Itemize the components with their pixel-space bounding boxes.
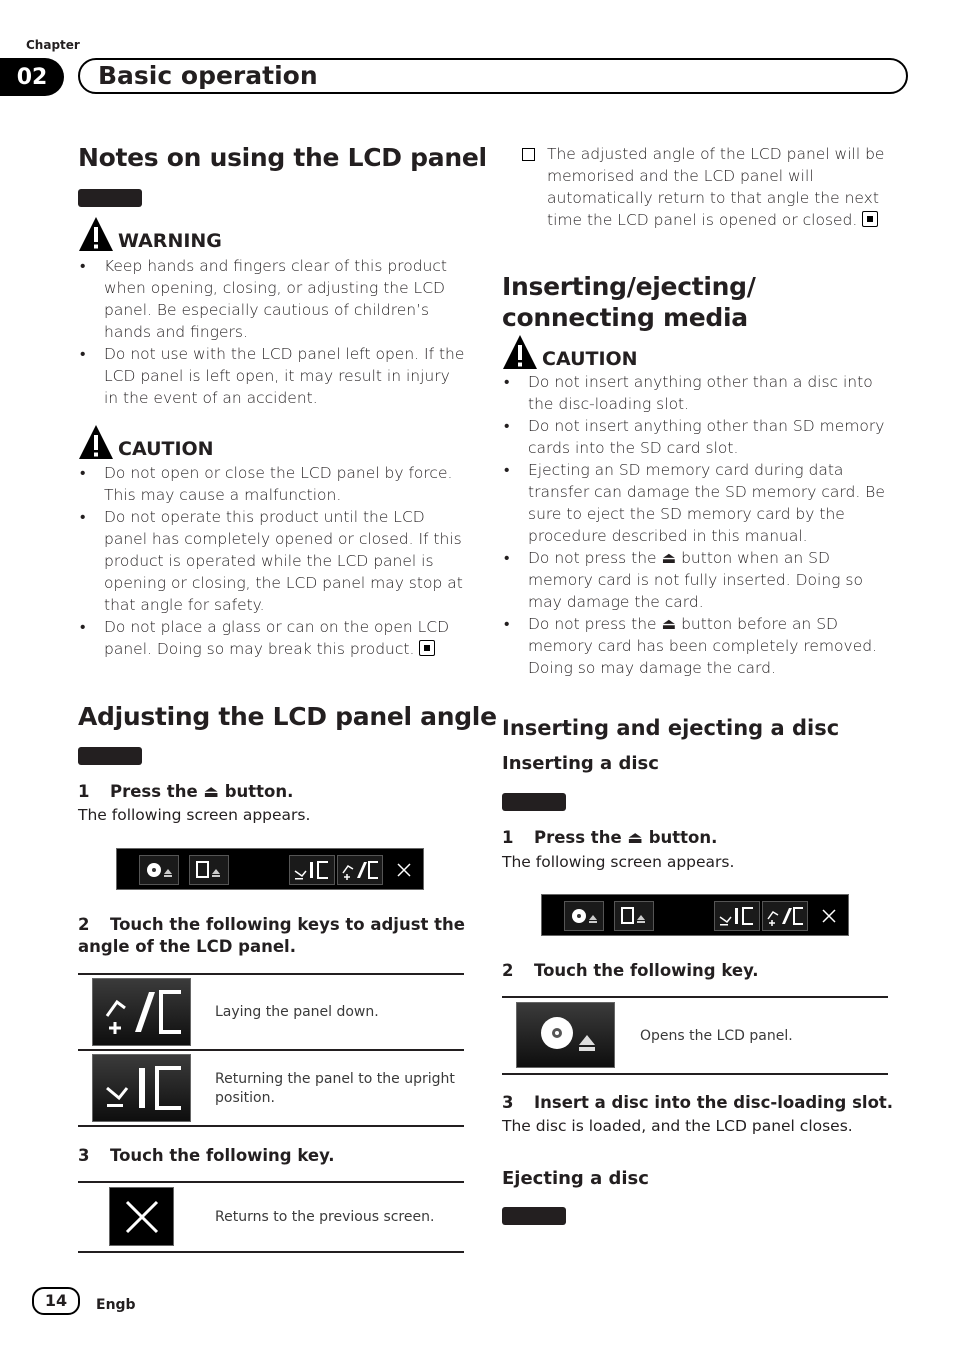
caution-list — [502, 371, 894, 679]
chapter-number: 02 — [0, 58, 64, 96]
tilt-down-key[interactable] — [762, 901, 808, 931]
chapter-title: Basic operation — [78, 58, 908, 94]
page-number: 14 — [32, 1287, 80, 1315]
warning-label: WARNING — [118, 230, 222, 252]
caution-list — [78, 462, 470, 660]
close-icon — [822, 909, 836, 923]
step-3-result: The disc is loaded, and the LCD panel closes. — [502, 1117, 853, 1135]
step-3: 3 Touch the following key. — [78, 1146, 335, 1165]
disc-eject-key[interactable] — [139, 855, 179, 885]
caution-label: CAUTION — [118, 438, 214, 460]
list-item: • Do not use with the LCD panel left open. If the LCD panel is left open, it may result in injury in the event of an accident. — [78, 343, 468, 409]
tilt-up-key[interactable] — [714, 901, 760, 931]
subsection-title-ejecting: Ejecting a disc — [502, 1168, 649, 1189]
list-item — [78, 616, 470, 660]
step-1-result: The following screen appears. — [78, 806, 311, 824]
key-description: Laying the panel down. — [215, 1004, 379, 1020]
sd-eject-key[interactable] — [189, 855, 229, 885]
disc-eject-key[interactable] — [516, 1002, 615, 1068]
warning-list — [78, 255, 468, 409]
list-item: • Do not open or close the LCD panel by force. This may cause a malfunction. — [78, 462, 470, 506]
warning-icon — [502, 334, 538, 370]
caution-label: CAUTION — [542, 348, 638, 370]
list-item: • Do not press the ⏏ button before an SD memory card has been completely removed. Doing so may damage the card. — [502, 613, 894, 679]
step-1: 1 Press the ⏏ button. — [78, 782, 294, 801]
section-title-lcd-notes: Notes on using the LCD panel — [78, 143, 487, 172]
lcd-screen-strip — [116, 848, 424, 890]
list-item: • Do not press the ⏏ button when an SD memory card is not fully inserted. Doing so may damage the card. — [502, 547, 894, 613]
end-mark-icon — [419, 640, 435, 656]
memo-note: The adjusted angle of the LCD panel will be memorised and the LCD panel will automatically return to that angle the next time the LCD panel is opened or closed. — [522, 143, 888, 231]
close-key[interactable] — [818, 901, 840, 931]
table-rule — [502, 996, 888, 998]
step-2: 2 Touch the following key. — [502, 961, 759, 980]
step-1: 1 Press the ⏏ button. — [502, 828, 718, 847]
checkbox-bullet-icon — [522, 148, 535, 161]
tilt-up-icon — [717, 905, 757, 927]
close-icon — [397, 863, 411, 877]
table-rule — [78, 1049, 464, 1051]
disc-eject-icon — [144, 860, 174, 880]
table-rule — [78, 973, 464, 975]
list-item: • Do not insert anything other than a disc into the disc-loading slot. — [502, 371, 894, 415]
end-mark-icon — [862, 211, 878, 227]
model-tag — [78, 747, 142, 765]
list-item-text: Do not place a glass or can on the open LCD panel. Doing so may break this product. — [104, 618, 450, 658]
sd-card-eject-icon — [194, 860, 224, 880]
disc-eject-icon — [569, 906, 599, 926]
model-tag — [502, 793, 566, 811]
disc-eject-key[interactable] — [564, 901, 604, 931]
model-tag — [502, 1207, 566, 1225]
tilt-up-icon — [292, 859, 332, 881]
tilt-down-key[interactable] — [92, 978, 191, 1046]
key-description: Returns to the previous screen. — [215, 1209, 435, 1225]
tilt-up-key[interactable] — [92, 1054, 191, 1122]
step-3: 3 Insert a disc into the disc-loading slot. — [502, 1093, 894, 1112]
table-rule — [78, 1251, 464, 1253]
key-description: Returning the panel to the upright position. — [215, 1071, 455, 1106]
subsection-title-inserting: Inserting a disc — [502, 753, 659, 774]
tilt-down-key[interactable] — [337, 855, 383, 885]
lcd-screen-strip — [541, 894, 849, 936]
close-icon — [124, 1199, 160, 1235]
tilt-up-key[interactable] — [289, 855, 335, 885]
warning-icon — [78, 424, 114, 460]
chapter-label: Chapter — [26, 38, 80, 52]
tilt-down-icon — [340, 859, 380, 881]
language-code: Engb — [96, 1297, 136, 1313]
key-description: Opens the LCD panel. — [640, 1028, 793, 1044]
model-tag — [78, 189, 142, 207]
section-title-media: Inserting/ejecting/ connecting media — [502, 272, 756, 332]
section-title-disc: Inserting and ejecting a disc — [502, 716, 840, 740]
close-key[interactable] — [393, 855, 415, 885]
tilt-down-icon — [99, 986, 185, 1038]
list-item: • Do not operate this product until the LCD panel has completely opened or closed. If this product is operated while the LCD panel is opening or closing, the LCD panel may stop at that angle for safety. — [78, 506, 470, 616]
sd-card-eject-icon — [619, 906, 649, 926]
step-2: 2 Touch the following keys to adjust the angle of the LCD panel. — [78, 915, 465, 956]
caution-heading — [502, 334, 638, 370]
tilt-down-icon — [765, 905, 805, 927]
table-rule — [78, 1125, 464, 1127]
section-title-panel-angle: Adjusting the LCD panel angle — [78, 702, 497, 731]
list-item: • Ejecting an SD memory card during data transfer can damage the SD memory card. Be sure to eject the SD memory card by the procedure described in this manual. — [502, 459, 894, 547]
sd-eject-key[interactable] — [614, 901, 654, 931]
caution-heading — [78, 424, 214, 460]
list-item: • Do not insert anything other than SD memory cards into the SD card slot. — [502, 415, 894, 459]
list-item: • Keep hands and fingers clear of this product when opening, closing, or adjusting the LCD panel. Be especially cautious of children’s hands and fingers. — [78, 255, 468, 343]
warning-icon — [78, 216, 114, 252]
step-1-result: The following screen appears. — [502, 853, 735, 871]
tilt-up-icon — [99, 1062, 185, 1114]
table-rule — [502, 1073, 888, 1075]
close-key[interactable] — [109, 1187, 174, 1246]
warning-heading — [78, 216, 222, 252]
disc-eject-icon — [531, 1011, 601, 1059]
table-rule — [78, 1181, 464, 1183]
